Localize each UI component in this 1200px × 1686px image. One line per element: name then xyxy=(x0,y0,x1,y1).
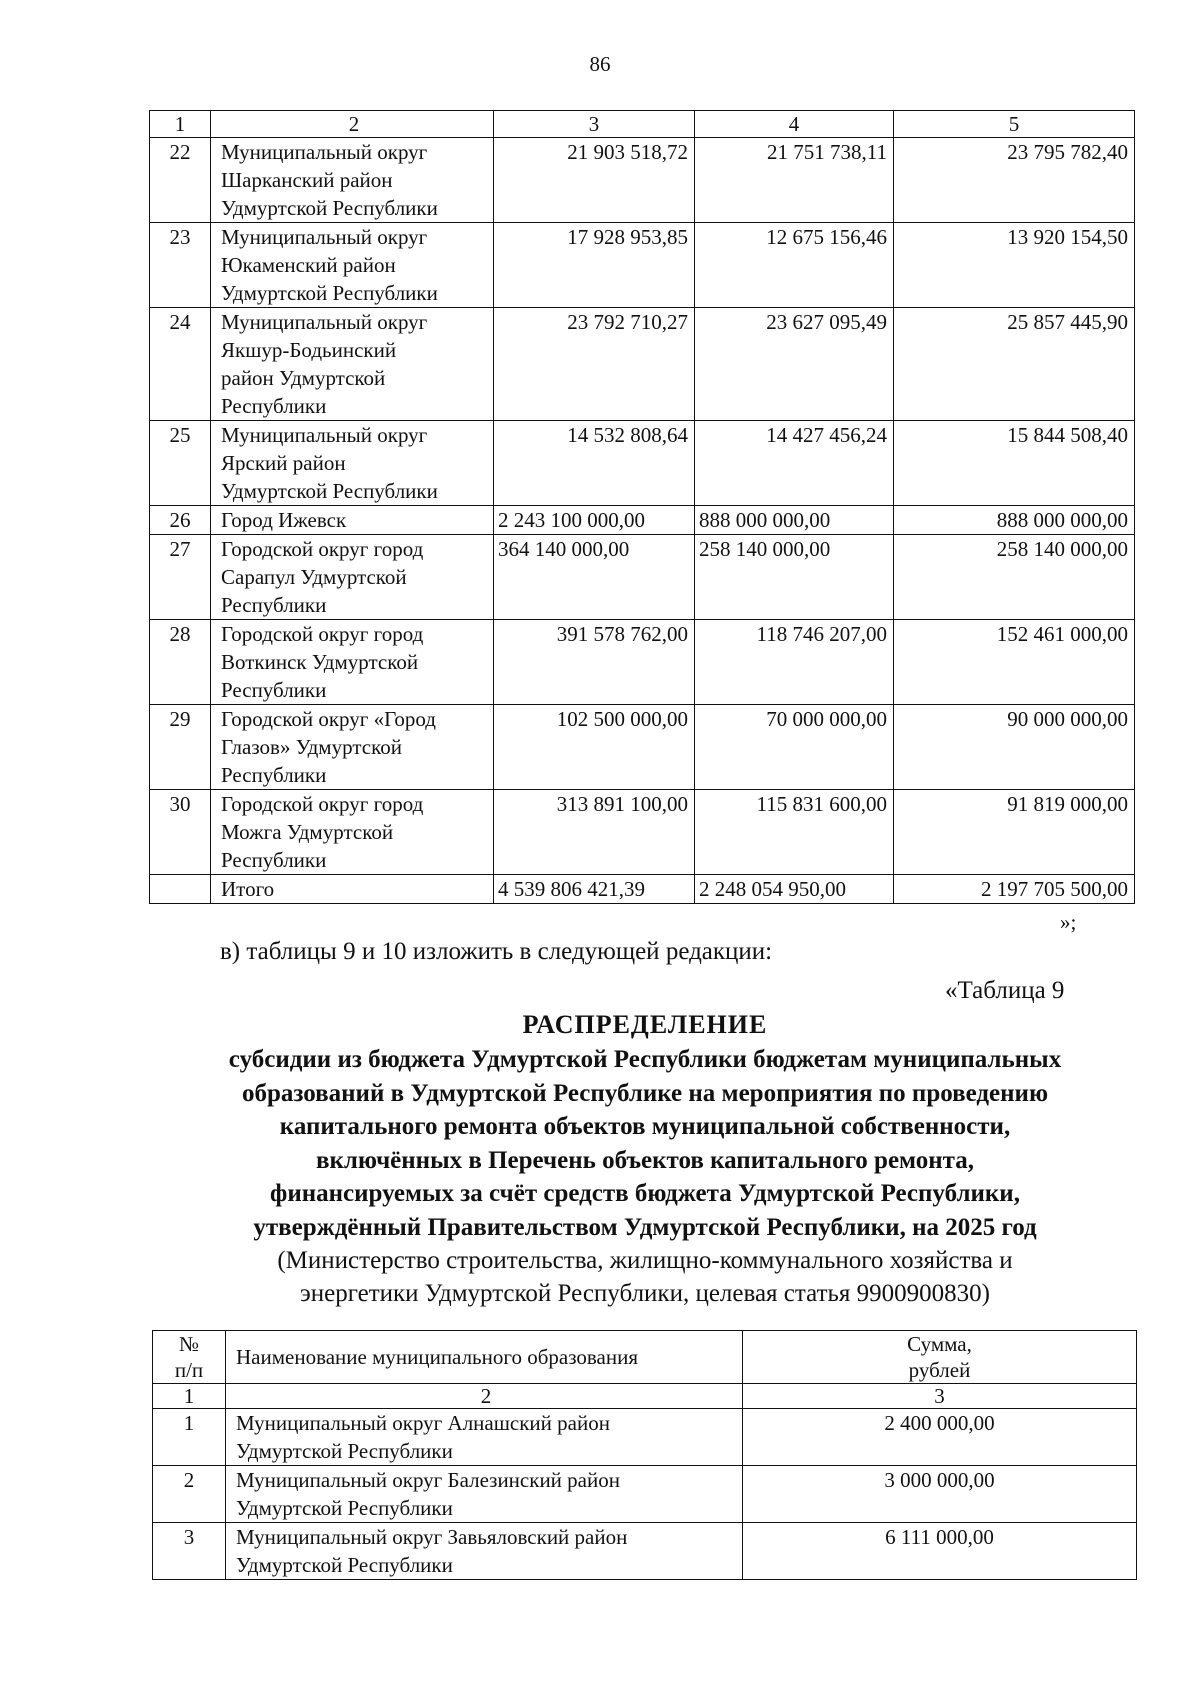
table-row xyxy=(150,138,1135,223)
amount-col3: 364 140 000,00 xyxy=(494,535,695,620)
total-col4: 2 248 054 950,00 xyxy=(695,875,894,904)
amount-col5: 90 000 000,00 xyxy=(894,705,1135,790)
table-row xyxy=(150,535,1135,620)
header-num: № п/п xyxy=(153,1331,226,1384)
municipality-name: Городской округ город Сарапул Удмуртской Республики xyxy=(211,535,494,620)
instruction-text: в) таблицы 9 и 10 изложить в следующей редакции: xyxy=(220,938,773,965)
amount-col3: 2 243 100 000,00 xyxy=(494,506,695,535)
amount-col4: 115 831 600,00 xyxy=(695,790,894,875)
table-row xyxy=(150,421,1135,506)
table-row xyxy=(150,790,1135,875)
row-number: 22 xyxy=(150,138,211,223)
row-number: 1 xyxy=(153,1409,226,1466)
amount-col3: 14 532 808,64 xyxy=(494,421,695,506)
row-number: 30 xyxy=(150,790,211,875)
amount-col4: 888 000 000,00 xyxy=(695,506,894,535)
page-number: 86 xyxy=(589,52,611,76)
amount-col5: 258 140 000,00 xyxy=(894,535,1135,620)
municipality-name: Городской округ «Город Глазов» Удмуртской Республики xyxy=(211,705,494,790)
municipality-name: Муниципальный округ Якшур-Бодьинский район Удмуртской Республики xyxy=(211,308,494,421)
amount: 6 111 000,00 xyxy=(743,1523,1137,1580)
header-cell: 4 xyxy=(695,111,894,138)
total-col5: 2 197 705 500,00 xyxy=(894,875,1135,904)
total-col3: 4 539 806 421,39 xyxy=(494,875,695,904)
amount-col5: 13 920 154,50 xyxy=(894,223,1135,308)
amount: 3 000 000,00 xyxy=(743,1466,1137,1523)
table-header-row xyxy=(153,1331,1137,1384)
amount-col5: 888 000 000,00 xyxy=(894,506,1135,535)
row-number: 2 xyxy=(153,1466,226,1523)
table-label: «Таблица 9 xyxy=(945,977,1065,1004)
title-heading: РАСПРЕДЕЛЕНИЕ xyxy=(522,1010,768,1039)
row-number: 25 xyxy=(150,421,211,506)
table-row xyxy=(153,1523,1137,1580)
table-row xyxy=(150,506,1135,535)
municipality-name: Муниципальный округ Алнашский район Удмуртской Республики xyxy=(226,1409,743,1466)
amount-col3: 21 903 518,72 xyxy=(494,138,695,223)
municipality-name: Муниципальный округ Ярский район Удмуртской Республики xyxy=(211,421,494,506)
table-row xyxy=(150,620,1135,705)
table-row xyxy=(153,1409,1137,1466)
row-number: 23 xyxy=(150,223,211,308)
total-label: Итого xyxy=(211,875,494,904)
amount-col3: 102 500 000,00 xyxy=(494,705,695,790)
header-cell: 2 xyxy=(211,111,494,138)
amount: 2 400 000,00 xyxy=(743,1409,1137,1466)
amount-col3: 23 792 710,27 xyxy=(494,308,695,421)
municipality-name: Муниципальный округ Шарканский район Удмуртской Республики xyxy=(211,138,494,223)
header-cell: 3 xyxy=(494,111,695,138)
amount-col4: 70 000 000,00 xyxy=(695,705,894,790)
municipality-name: Муниципальный округ Завьяловский район Удмуртской Республики xyxy=(226,1523,743,1580)
amount-col4: 14 427 456,24 xyxy=(695,421,894,506)
empty-cell xyxy=(150,875,211,904)
title-note: (Министерство строительства, жилищно-коммунального хозяйства и энергетики Удмуртской Республики, целевая статья 9900900830) xyxy=(277,1247,1013,1307)
municipality-name: Город Ижевск xyxy=(211,506,494,535)
table-row xyxy=(150,705,1135,790)
table-header-row xyxy=(150,111,1135,138)
closing-quote-mark: »; xyxy=(1060,910,1077,934)
municipality-name: Муниципальный округ Юкаменский район Удмуртской Республики xyxy=(211,223,494,308)
municipality-name: Муниципальный округ Балезинский район Удмуртской Республики xyxy=(226,1466,743,1523)
header-sum: Сумма, рублей xyxy=(743,1331,1137,1384)
header-cell: 1 xyxy=(150,111,211,138)
header-name: Наименование муниципального образования xyxy=(226,1331,743,1384)
title-subtitle: субсидии из бюджета Удмуртской Республики бюджетам муниципальных образований в Удмуртской Республике на мероприятия по проведению капитального ремонта объектов муниципальной собственности, включённых в Перечень объектов капитального ремонта, финансируемых за счёт средств бюджета Удмуртской Республики, утверждённый Правительством Удмуртской Республики, на 2025 год xyxy=(228,1046,1062,1241)
municipality-name: Городской округ город Воткинск Удмуртской Республики xyxy=(211,620,494,705)
row-number: 28 xyxy=(150,620,211,705)
amount-col3: 313 891 100,00 xyxy=(494,790,695,875)
amount-col5: 25 857 445,90 xyxy=(894,308,1135,421)
row-number: 24 xyxy=(150,308,211,421)
row-number: 27 xyxy=(150,535,211,620)
title-block xyxy=(150,1007,1140,1310)
continued-table xyxy=(149,110,1135,904)
municipality-name: Городской округ город Можга Удмуртской Республики xyxy=(211,790,494,875)
header-cell: 5 xyxy=(894,111,1135,138)
column-number: 1 xyxy=(153,1384,226,1409)
column-number-row xyxy=(153,1384,1137,1409)
table-row xyxy=(153,1466,1137,1523)
amount-col5: 15 844 508,40 xyxy=(894,421,1135,506)
amount-col4: 258 140 000,00 xyxy=(695,535,894,620)
table-row xyxy=(150,308,1135,421)
amount-col5: 152 461 000,00 xyxy=(894,620,1135,705)
column-number: 2 xyxy=(226,1384,743,1409)
amount-col5: 91 819 000,00 xyxy=(894,790,1135,875)
row-number: 26 xyxy=(150,506,211,535)
table-9 xyxy=(152,1330,1137,1580)
amount-col4: 12 675 156,46 xyxy=(695,223,894,308)
amount-col3: 17 928 953,85 xyxy=(494,223,695,308)
column-number: 3 xyxy=(743,1384,1137,1409)
amount-col3: 391 578 762,00 xyxy=(494,620,695,705)
total-row xyxy=(150,875,1135,904)
amount-col4: 21 751 738,11 xyxy=(695,138,894,223)
row-number: 3 xyxy=(153,1523,226,1580)
row-number: 29 xyxy=(150,705,211,790)
table-row xyxy=(150,223,1135,308)
amount-col4: 23 627 095,49 xyxy=(695,308,894,421)
amount-col4: 118 746 207,00 xyxy=(695,620,894,705)
amount-col5: 23 795 782,40 xyxy=(894,138,1135,223)
